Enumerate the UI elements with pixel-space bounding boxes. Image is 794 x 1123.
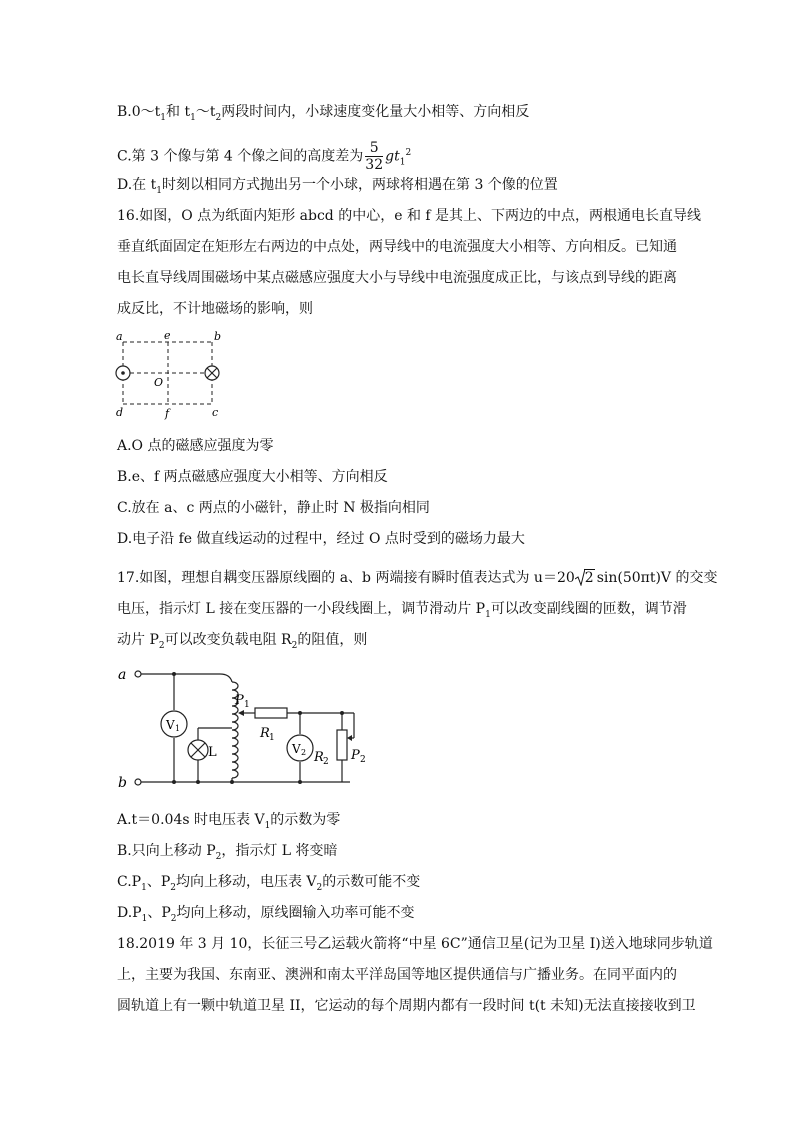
lamp-icon [188,740,208,760]
label-O: O [154,376,164,389]
slider-p2-arrow-icon [347,735,352,741]
svg-text:V: V [292,742,301,756]
label-e: e [164,329,171,342]
label-c: c [212,406,219,419]
fraction: $\frac{5}{32}$ [365,140,384,174]
terminal-b-label: b [118,775,127,791]
svg-text:1: 1 [269,733,275,743]
label-f: f [165,407,170,420]
q17-stem-line-1: 17.如图，理想自耦变压器原线圈的 a、b 两端接有瞬时值表达式为 u＝20 2 sin(50πt)V 的交变 [117,570,718,586]
r1-label [259,726,275,743]
p2-label [350,748,366,765]
svg-text:R: R [314,750,324,765]
q16-stem-line-3: 电长直导线周围磁场中某点磁感应强度大小与导线中电流强度成正比，与该点到导线的距离 [117,270,677,286]
p1-label [234,693,250,710]
q16-stem-line-4: 成反比，不计地磁场的影响，则 [117,301,313,317]
q17-option-c: $C.P_1$、$P_2$均向上移动，电压表 $V_2$的示数可能不变 [117,874,421,893]
q16-stem-line-1: 16.如图，O 点为纸面内矩形 abcd 的中心，e 和 f 是其上、下两边的中点，两根通电长直导线 [117,208,702,224]
q16-rectangle-diagram [108,328,232,420]
voltmeter-v2-icon [287,735,313,761]
q16-option-a: A.O 点的磁感应强度为零 [117,438,274,454]
svg-text:2: 2 [323,757,329,767]
svg-text:1: 1 [175,724,181,733]
sqrt-icon [575,568,585,586]
q17-circuit-diagram [110,660,380,795]
terminal-a-label: a [118,667,127,683]
r2-label [313,750,329,767]
q16-option-c: C.放在 a、c 两点的小磁针，静止时 N 极指向相同 [117,500,430,516]
lamp-label: L [208,745,217,760]
sqrt-expression: 2 [575,568,595,588]
voltmeter-v1-icon [161,711,187,737]
q17-option-a: A.t＝0.04s 时电压表 $V_1$的示数为零 [117,812,341,831]
svg-text:1: 1 [244,700,250,710]
svg-text:2: 2 [360,755,366,765]
svg-text:2: 2 [301,748,307,757]
label-a: a [116,330,123,343]
q16-stem-line-2: 垂直纸面固定在矩形左右两边的中点处，两导线中的电流强度大小相等、方向相反。已知通 [117,239,677,255]
resistor-r2 [337,730,347,760]
slider-p1-arrow-icon [238,710,244,716]
svg-text:P: P [235,693,244,708]
label-b: b [214,330,222,343]
q17-stem-line-3: 动片 $P_2$可以改变负载电阻 $R_2$的阻值，则 [117,632,368,651]
q17-option-d: $D.P_1$、$P_2$均向上移动，原线圈输入功率可能不变 [117,905,415,924]
svg-text:P: P [351,748,360,763]
svg-text:R: R [260,726,270,741]
wire-out-of-page-icon [116,366,130,380]
q18-stem-line-1: 18.2019 年 3 月 10，长征三号乙运载火箭将“中星 6C”通信卫星(记为卫星 I)送入地球同步轨道 [117,936,713,952]
q16-option-d: D.电子沿 fe 做直线运动的过程中，经过 O 点时受到的磁场力最大 [117,531,525,547]
q17-option-b: B.只向上移动 $P_2$，指示灯 L 将变暗 [117,843,338,862]
q18-stem-line-2: 上，主要为我国、东南亚、澳洲和南太平洋岛国等地区提供通信与广播业务。在同平面内的 [117,967,677,983]
q15-option-d: D.在 $t_1$时刻以相同方式抛出另一个小球，两球将相遇在第 3 个像的位置 [117,177,558,196]
q18-stem-line-3: 圆轨道上有一颗中轨道卫星 II，它运动的每个周期内都有一段时间 t(t 未知)无法直接接收到卫 [117,998,696,1014]
q15-option-c: C.第 3 个像与第 4 个像之间的高度差为 $\frac{5}{32}$ $gt_1^2$ [117,140,412,174]
wire-into-page-icon [205,366,219,380]
label-d: d [116,406,124,419]
q17-stem-line-2: 电压，指示灯 L 接在变压器的一小段线圈上，调节滑动片 $P_1$可以改变副线圈的匝数，调节滑 [117,601,687,620]
q15-option-b: $B.0\sim t_1$和 $t_1\sim t_2$两段时间内，小球速度变化量大小相等、方向相反 [117,104,530,123]
q16-option-b: B.e、f 两点磁感应强度大小相等、方向相反 [117,469,388,485]
svg-text:V: V [166,718,175,732]
resistor-r1 [255,708,287,718]
